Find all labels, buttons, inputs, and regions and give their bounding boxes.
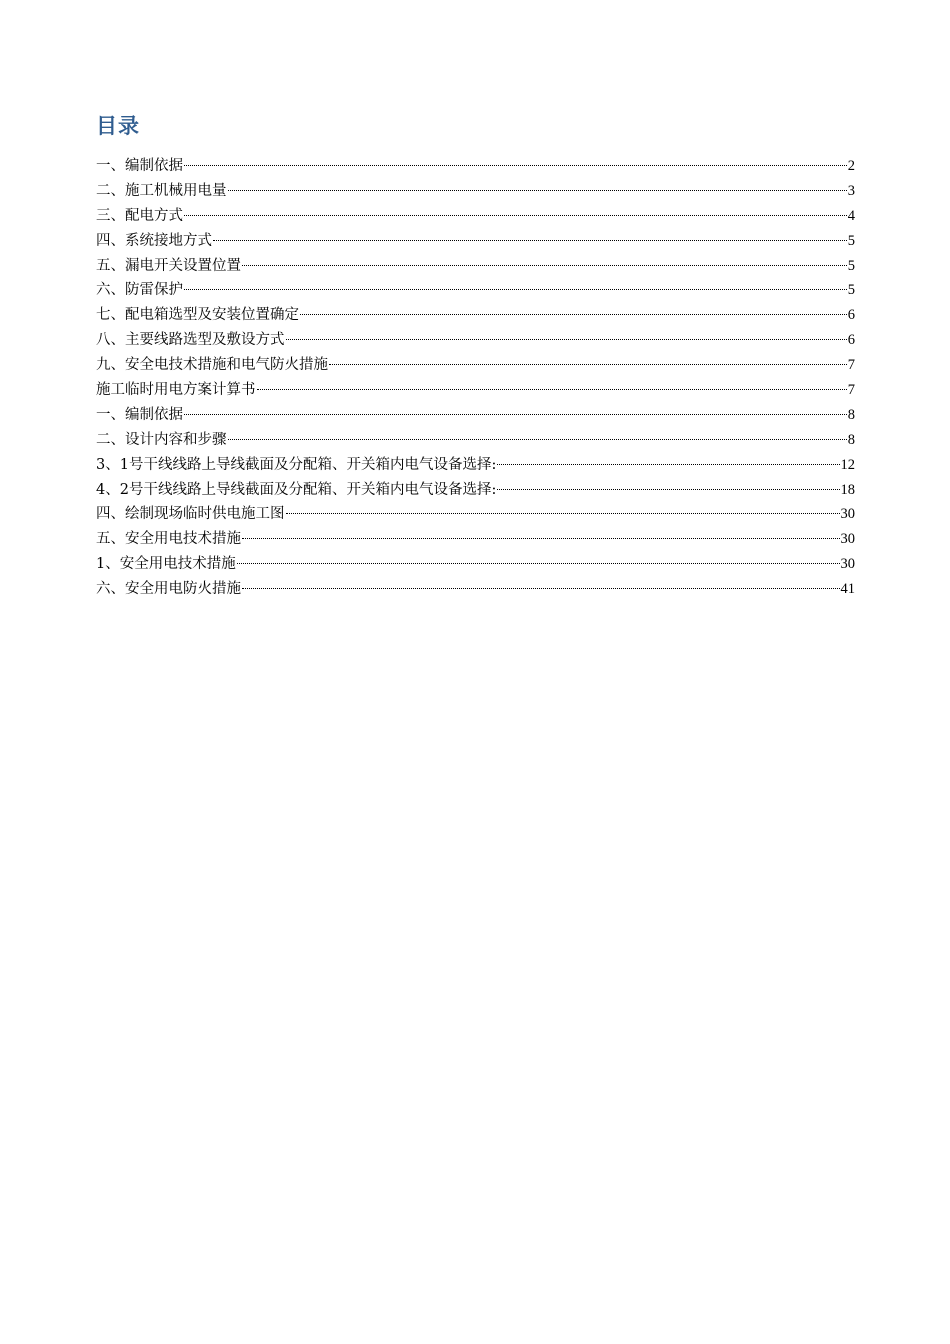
toc-entry-label: 四、系统接地方式: [96, 232, 212, 249]
toc-entry[interactable]: [96, 254, 855, 279]
toc-list: [96, 154, 855, 602]
toc-entry-label: 4、2号干线线路上导线截面及分配箱、开关箱内电气设备选择:: [96, 481, 497, 498]
toc-dot-leader: [286, 338, 847, 340]
toc-dot-leader: [184, 288, 847, 290]
toc-dot-leader: [257, 388, 847, 390]
toc-entry-page: 6: [847, 332, 855, 349]
toc-dot-leader: [497, 463, 839, 465]
toc-entry[interactable]: [96, 328, 855, 353]
toc-dot-leader: [228, 189, 847, 191]
toc-entry-label: 一、编制依据: [96, 406, 183, 423]
toc-dot-leader: [242, 587, 840, 589]
toc-entry[interactable]: [96, 303, 855, 328]
toc-entry-page: 5: [847, 232, 855, 249]
toc-entry-label: 七、配电箱选型及安装位置确定: [96, 307, 299, 324]
toc-entry-label: 五、安全用电技术措施: [96, 531, 241, 548]
toc-entry-label: 八、主要线路选型及敷设方式: [96, 332, 285, 349]
toc-entry[interactable]: [96, 428, 855, 453]
toc-entry-page: 30: [840, 531, 855, 548]
toc-entry-page: 6: [847, 307, 855, 324]
toc-entry-page: 7: [847, 382, 855, 399]
toc-entry[interactable]: [96, 403, 855, 428]
toc-dot-leader: [286, 512, 840, 514]
toc-dot-leader: [213, 239, 847, 241]
toc-dot-leader: [184, 164, 847, 166]
toc-entry-label: 施工临时用电方案计算书: [96, 382, 256, 399]
toc-entry-page: 2: [847, 158, 855, 174]
toc-entry[interactable]: [96, 478, 855, 503]
toc-dot-leader: [329, 363, 847, 365]
toc-entry-page: 8: [847, 431, 855, 448]
toc-title: 目录: [96, 114, 140, 138]
toc-entry[interactable]: [96, 353, 855, 378]
toc-entry-page: 5: [847, 282, 855, 299]
toc-entry-label: 四、绘制现场临时供电施工图: [96, 506, 285, 523]
toc-entry[interactable]: [96, 179, 855, 204]
toc-entry[interactable]: [96, 502, 855, 527]
toc-entry-page: 5: [847, 257, 855, 274]
toc-entry-label: 九、安全电技术措施和电气防火措施: [96, 357, 328, 374]
toc-entry-label: 一、编制依据: [96, 158, 183, 174]
toc-entry-label: 1、安全用电技术措施: [96, 556, 236, 573]
toc-entry-page: 18: [840, 481, 855, 498]
toc-entry-label: 二、施工机械用电量: [96, 182, 227, 199]
toc-entry-label: 五、漏电开关设置位置: [96, 257, 241, 274]
toc-dot-leader: [228, 438, 847, 440]
toc-dot-leader: [184, 214, 847, 216]
toc-entry[interactable]: [96, 204, 855, 229]
toc-entry-label: 3、1号干线线路上导线截面及分配箱、开关箱内电气设备选择:: [96, 456, 497, 473]
toc-dot-leader: [237, 562, 840, 564]
toc-entry-page: 30: [840, 556, 855, 573]
toc-entry[interactable]: [96, 154, 855, 179]
toc-entry-page: 7: [847, 357, 855, 374]
toc-entry[interactable]: [96, 278, 855, 303]
toc-entry-label: 三、配电方式: [96, 207, 183, 224]
toc-entry-page: 12: [840, 456, 855, 473]
toc-dot-leader: [497, 488, 839, 490]
toc-entry[interactable]: [96, 378, 855, 403]
toc-dot-leader: [242, 537, 840, 539]
toc-entry-label: 六、防雷保护: [96, 282, 183, 299]
toc-entry[interactable]: [96, 229, 855, 254]
toc-dot-leader: [242, 264, 847, 266]
toc-entry-label: 二、设计内容和步骤: [96, 431, 227, 448]
toc-entry-page: 8: [847, 406, 855, 423]
toc-entry[interactable]: [96, 453, 855, 478]
toc-entry-page: 3: [847, 182, 855, 199]
toc-entry[interactable]: [96, 577, 855, 602]
toc-entry-page: 30: [840, 506, 855, 523]
toc-entry-label: 六、安全用电防火措施: [96, 581, 241, 598]
toc-entry[interactable]: [96, 552, 855, 577]
toc-entry-page: 4: [847, 207, 855, 224]
toc-entry-page: 41: [840, 581, 855, 598]
toc-entry[interactable]: [96, 527, 855, 552]
toc-dot-leader: [300, 313, 847, 315]
toc-dot-leader: [184, 413, 847, 415]
